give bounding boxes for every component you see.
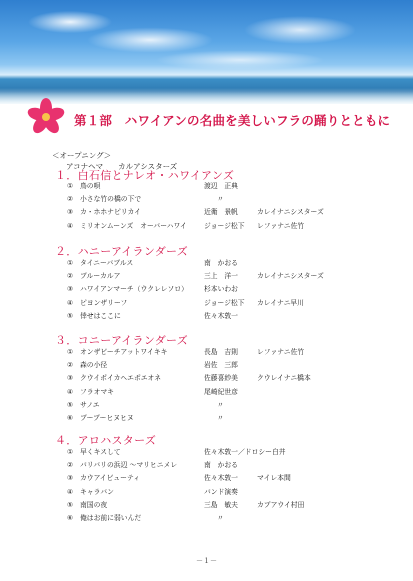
- song-title: ミリオンムーンズ オーバーハワイ: [80, 221, 187, 230]
- dancer: マイレ本間: [257, 474, 291, 483]
- item-number: ①: [67, 259, 74, 267]
- performer: 南 かおる: [204, 259, 238, 267]
- performer: ジョージ松下: [204, 221, 245, 230]
- performer: 尾崎紀世彦: [204, 387, 238, 396]
- performer: 三上 洋一: [204, 272, 238, 281]
- list-item: [67, 283, 367, 296]
- page-number: －１－: [196, 557, 217, 565]
- item-number: ④: [67, 387, 74, 396]
- section-title-4: ４．アロハスターズ: [55, 434, 157, 447]
- song-title: オンザビーチアットワイキキ: [80, 348, 168, 356]
- dancer: カレイナニシスターズ: [257, 272, 324, 281]
- list-item: [67, 372, 367, 385]
- performer: 長島 吉則: [204, 348, 238, 356]
- item-number: ②: [67, 195, 74, 204]
- list-item: [67, 193, 367, 206]
- performer: バンド演奏: [204, 487, 238, 496]
- list-item: [67, 486, 367, 499]
- song-title: 小さな竹の橋の下で: [80, 195, 142, 204]
- item-number: ④: [67, 221, 74, 230]
- song-title: クウイポイカヘエポエオネ: [80, 374, 162, 383]
- song-title: ブルーカルア: [80, 272, 121, 281]
- dancer: カプアウイ村田: [257, 500, 305, 509]
- list-item: [67, 499, 367, 512]
- list-item: [67, 180, 367, 193]
- item-number: ⑥: [67, 513, 74, 522]
- section-list-2: [67, 257, 367, 323]
- item-number: ②: [67, 272, 74, 281]
- list-item: [67, 346, 367, 359]
- list-item: [67, 459, 367, 472]
- performer: 杉本いわお: [204, 285, 238, 294]
- song-title: 早くキスして: [80, 448, 121, 456]
- performer: 佐々木敦一: [204, 311, 238, 320]
- list-item: [67, 310, 367, 323]
- list-item: [67, 446, 367, 459]
- opening-label: ＜オープニング＞: [52, 151, 112, 160]
- section-list-3: [67, 346, 367, 425]
- performer-ditto: 〃: [217, 413, 224, 422]
- item-number: ①: [67, 448, 74, 456]
- performer: ジョージ松下: [204, 298, 245, 307]
- list-item: [67, 512, 367, 525]
- song-title: カウアイビューティ: [80, 474, 141, 483]
- item-number: ⑥: [67, 413, 74, 422]
- song-title: サノエ: [80, 400, 100, 409]
- part-title: 第１部 ハワイアンの名曲を美しいフラの踊りとともに: [74, 113, 391, 128]
- song-title: フラオマキ: [80, 387, 114, 396]
- song-title: 俺はお前に弱いんだ: [80, 513, 142, 522]
- performer-ditto: 〃: [217, 400, 224, 409]
- song-title: 森の小径: [80, 361, 108, 370]
- song-title: 南国の夜: [80, 500, 108, 509]
- item-number: ②: [67, 461, 74, 470]
- opening-performer: カルアシスターズ: [118, 162, 178, 171]
- item-number: ①: [67, 182, 74, 190]
- song-title: ピヨンザリーフ: [80, 298, 128, 307]
- list-item: [67, 206, 367, 219]
- item-number: ③: [67, 208, 74, 217]
- performer: 佐々木敦一: [204, 474, 238, 483]
- dancer: カレイナニ早川: [257, 298, 304, 307]
- song-title: バリバリの浜辺 ～マリヒニメレ: [80, 461, 178, 470]
- performer: 岩佐 三郎: [204, 361, 238, 370]
- dancer: レファナニ佐竹: [257, 348, 305, 356]
- list-item: [67, 220, 367, 233]
- item-number: ①: [67, 348, 74, 356]
- list-item: [67, 386, 367, 399]
- section-list-4: [67, 446, 367, 525]
- item-number: ③: [67, 374, 74, 383]
- list-item: [67, 359, 367, 372]
- song-title: ハワイアンマーチ（ウクレレソロ）: [80, 285, 188, 294]
- performer: 三島 敏夫: [204, 500, 238, 509]
- song-title: カ・ホホナピリカイ: [80, 208, 141, 217]
- item-number: ⑤: [67, 500, 74, 509]
- section-list-1: [67, 180, 367, 233]
- performer: 佐藤喜紗美: [204, 374, 238, 383]
- list-item: [67, 399, 367, 412]
- song-title: タイニーバブルス: [80, 259, 134, 267]
- performer: 渡辺 正典: [204, 182, 238, 190]
- dancer: レファナニ佐竹: [257, 221, 305, 230]
- item-number: ④: [67, 298, 74, 307]
- list-item: [67, 257, 367, 270]
- section-title-1: １．白石信とナレオ・ハワイアンズ: [55, 169, 235, 182]
- performer: 佐々木敦一／ドロシー白井: [204, 448, 286, 456]
- item-number: ②: [67, 361, 74, 370]
- item-number: ⑤: [67, 311, 74, 320]
- list-item: [67, 270, 367, 283]
- plumeria-flower-icon: [26, 98, 66, 136]
- list-item: [67, 297, 367, 310]
- song-title: キャラバン: [80, 487, 114, 496]
- item-number: ③: [67, 474, 74, 483]
- dancer: クウレイナニ橋本: [257, 374, 311, 383]
- dancer: カレイナニシスターズ: [257, 208, 324, 217]
- item-number: ③: [67, 285, 74, 294]
- list-item: [67, 472, 367, 485]
- performer-ditto: 〃: [217, 195, 224, 204]
- song-title: 倖せはここに: [80, 311, 121, 320]
- song-title: 鳥の唄: [80, 182, 101, 190]
- song-title: ブーブーヒヌヒヌ: [80, 413, 134, 422]
- item-number: ⑤: [67, 400, 74, 409]
- section-title-3: ３．コニーアイランダーズ: [55, 334, 189, 347]
- list-item: [67, 412, 367, 425]
- performer: 近衛 景帆: [204, 208, 238, 217]
- performer-ditto: 〃: [217, 513, 224, 522]
- item-number: ④: [67, 487, 74, 496]
- opening-song: アコナヘマ: [66, 162, 104, 171]
- performer: 南 かおる: [204, 461, 238, 470]
- section-title-2: ２．ハニーアイランダーズ: [55, 245, 189, 258]
